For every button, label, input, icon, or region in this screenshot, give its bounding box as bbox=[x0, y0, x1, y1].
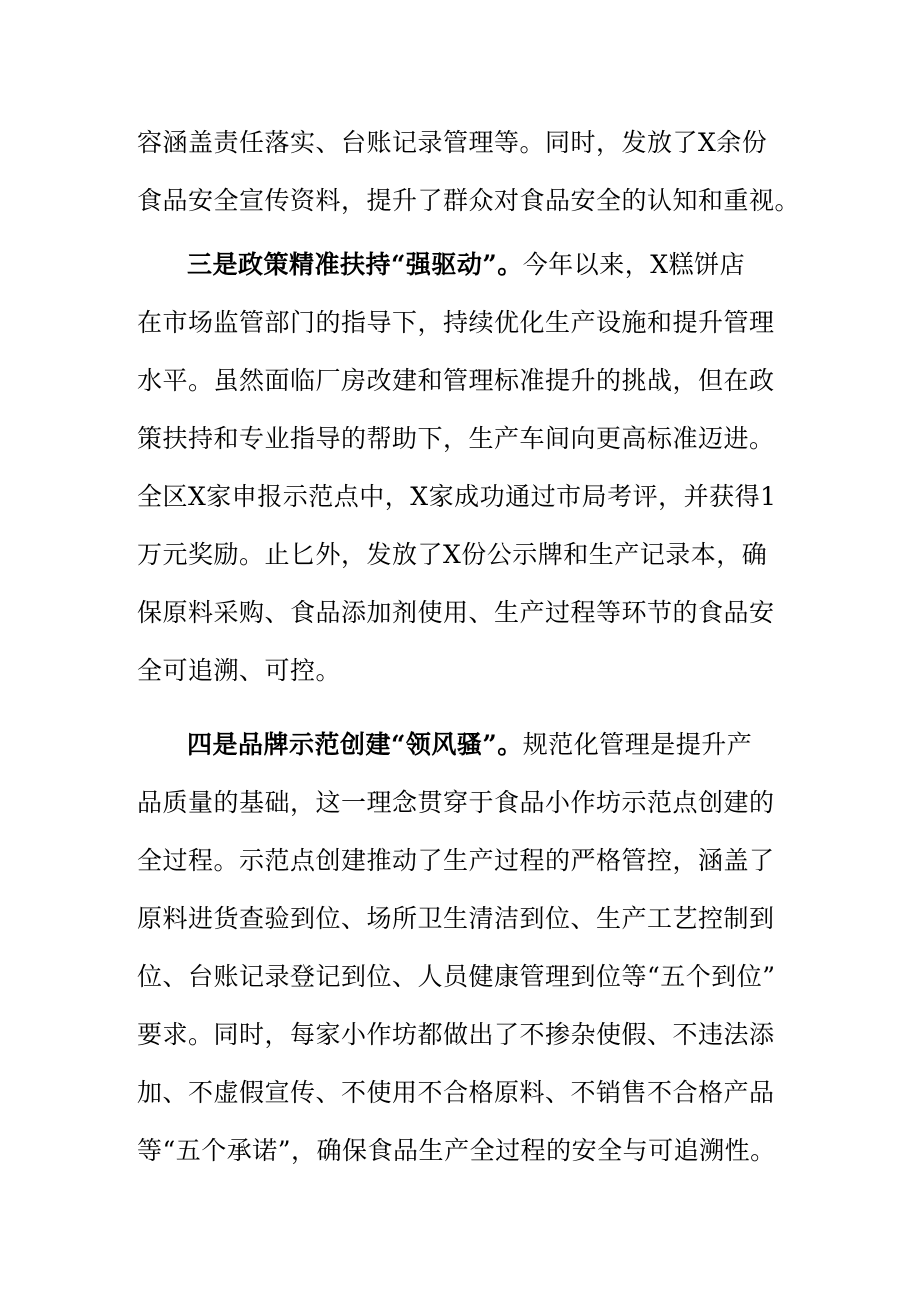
text-line: 全过程。示范点创建推动了生产过程的严格管控，涵盖了 bbox=[137, 846, 775, 875]
text-line: 品质量的基础，这一理念贯穿于食品小作坊示范点创建的 bbox=[137, 788, 775, 817]
paragraph-brand-demonstration bbox=[137, 716, 807, 1180]
text-line bbox=[137, 716, 807, 774]
text-line: 原料进货查验到位、场所卫生清洁到位、生产工艺控制到 bbox=[137, 904, 775, 933]
text-line: 要求。同时，每家小作坊都做出了不掺杂使假、不违法添 bbox=[137, 1020, 775, 1049]
text-line: 策扶持和专业指导的帮助下，生产车间向更高标准迈进。 bbox=[137, 424, 775, 453]
text-line bbox=[137, 236, 807, 294]
text-line: 全可追溯、可控。 bbox=[137, 656, 342, 685]
text-line: 位、台账记录登记到位、人员健康管理到位等“五个到位” bbox=[137, 962, 776, 991]
text-line: 食品安全宣传资料，提升了群众对食品安全的认知和重视。 bbox=[137, 186, 801, 215]
paragraph-policy-support bbox=[137, 236, 807, 700]
text-line: 全区X家申报示范点中，X家成功通过市局考评，并获得1 bbox=[137, 482, 777, 511]
text-run: 今年以来，X糕饼店 bbox=[522, 250, 746, 279]
text-line: 万元奖励。止匕外，发放了X份公示牌和生产记录本，确 bbox=[137, 540, 768, 569]
text-line: 水平。虽然面临厂房改建和管理标准提升的挑战，但在政 bbox=[137, 366, 775, 395]
text-run: 规范化管理是提升产 bbox=[522, 730, 753, 759]
text-line: 加、不虚假宣传、不使用不合格原料、不销售不合格产品 bbox=[137, 1078, 775, 1107]
text-line: 保原料采购、食品添加剂使用、生产过程等环节的食品安 bbox=[137, 598, 775, 627]
text-line: 等“五个承诺”，确保食品生产全过程的安全与可追溯性。 bbox=[137, 1136, 776, 1165]
paragraph-continuation bbox=[137, 114, 807, 230]
section-heading: 四是品牌示范创建“领风骚”。 bbox=[187, 730, 523, 759]
section-heading: 三是政策精准扶持“强驱动”。 bbox=[187, 250, 523, 279]
text-line: 容涵盖责任落实、台账记录管理等。同时，发放了X余份 bbox=[137, 128, 768, 157]
text-line: 在市场监管部门的指导下，持续优化生产设施和提升管理 bbox=[137, 308, 775, 337]
